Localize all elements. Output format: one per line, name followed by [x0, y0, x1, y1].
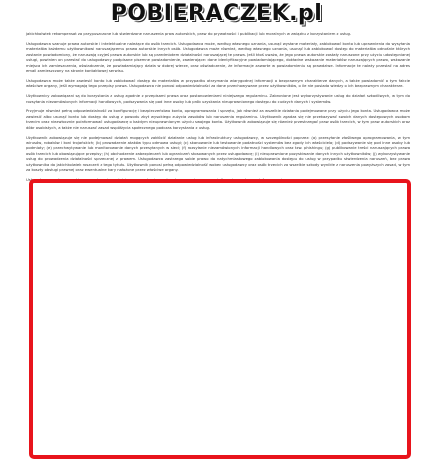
site-logo[interactable]: POBIERACZEK.pl	[110, 1, 323, 26]
paragraph-4: Użytkownicy zobowiązani są do korzystania z usług zgodnie z przepisami prawa oraz postanowieniami niniejszego regulaminu. Zabronione jest wykorzystywanie usług do działań szkodliwych, w tym do rozsyłania niezamówionych informacji handlowych, podszywania się pod inne osoby lub prób uzyskania nieuprawnionego dostępu do cudzych danych i systemów.	[26, 94, 410, 104]
paragraph-5: Przyjmuje również pełną odpowiedzialność za konfigurację i bezpieczeństwo konta, oprogramowania i sprzętu, jak również za wszelkie działania podejmowane przy użyciu jego konta. Usługodawca może zawiesić albo usunąć konto lub dostęp do usług z powodu zbyt wysokiego zużycia zasobów lub naruszenia regulaminu. Użytkownik zgadza się nie przekazywać swoich danych dostępowych osobom trzecim oraz niezwłocznie poinformować usługodawcę o każdym nieuprawnionym użyciu swojego konta. Użytkownik zobowiązuje się również przestrzegać praw osób trzecich, w tym praw autorskich oraz dóbr osobistych, a także nie naruszać zasad współżycia społecznego podczas korzystania z usług.	[26, 109, 410, 130]
paragraph-2: Usługodawca szanuje prawa autorskie i intelektualne należące do osób trzecich. Usługodawca może, według własnego uznania, usunąć wysłane materiały, zablokować konto lub uprawnienia do wysyłania materiałów każdemu użytkownikowi naruszającemu prawa autorskie innych osób. Usługodawca może również, według własnego uznania, usunąć lub zablokować dostęp do materiałów odnośnie których zostanie powiadomiony, że naruszają czyjeś prawa autorskie lub są przedmiotem działalności naruszającej te prawa. Jeśli ktoś uważa, że jego prawa autorskie zostały naruszone przy użyciu udostępnianej usługi, powinien on przesłać do usługodawcy podpisane pisemne powiadomienie, zawierające: dane identyfikacyjne powiadamiającego, dokładne wskazanie materiałów naruszających prawo, wskazanie miejsca ich zamieszczenia, oświadczenie, że powiadamiający działa w dobrej wierze, oraz oświadczenie, że informacje zawarte w powiadomieniu są prawdziwe. Informacje te należy przesłać na adres email zamieszczony na stronie kontaktowej serwisu.	[26, 41, 410, 73]
paragraph-7: Usługodawca zastrzega sobie prawo do zmiany niniejszego regulaminu w dowolnym czasie, o czym użytkownicy zostaną poinformowani.	[26, 177, 284, 182]
terms-document	[26, 32, 410, 188]
highlight-frame	[29, 179, 411, 459]
paragraph-3: Usługodawca może także zawiesić konto lub zablokować dostęp do materiałów w przypadku otrzymania wiarygodnej informacji o bezprawnym charakterze danych, a także powiadomić o tym fakcie właściwe organy, jeśli wymagają tego przepisy prawa. Usługodawca nie ponosi odpowiedzialności za dane przechowywane przez użytkowników, o ile nie posiada wiedzy o ich bezprawnym charakterze.	[26, 78, 410, 89]
paragraph-6: Użytkownik zobowiązuje się nie podejmować działań mogących zakłócić działanie usług lub infrastruktury usługodawcy, w szczególności poprzez: (a) przesyłanie złośliwego oprogramowania, w tym wirusów, robaków i koni trojańskich; (b) prowadzenie ataków typu odmowa usługi; (c) skanowanie lub testowanie podatności systemów bez zgody ich właściciela; (d) podszywanie się pod inne osoby lub podmioty; (e) przechwytywanie lub monitorowanie danych przesyłanych w sieci; (f) rozsyłanie niezamówionych informacji handlowych oraz tzw. phishingu; (g) publikowanie treści naruszających prawa osób trzecich lub obowiązujące przepisy; (h) obchodzenie zabezpieczeń lub ograniczeń stosowanych przez usługodawcę; (i) nieuprawnione pozyskiwanie danych innych użytkowników; (j) wykorzystywanie usług do prowadzenia działalności sprzecznej z prawem. Usługodawca zastrzega sobie prawo do natychmiastowego zablokowania dostępu do usług w przypadku stwierdzenia naruszeń, bez prawa użytkownika do jakichkolwiek roszczeń z tego tytułu. Użytkownik ponosi pełną odpowiedzialność wobec usługodawcy oraz osób trzecich za wszelkie szkody wynikłe z naruszenia powyższych zasad, w tym za koszty obsługi prawnej oraz ewentualne kary nałożone przez właściwe organy.	[26, 135, 410, 173]
paragraph-1: jakichkolwiek rekompensat za przypuszczone lub stwierdzone naruszenia praw autorskich, praw do prywatności i publikacji lub moralnych w związku z korzystaniem z usług.	[26, 32, 352, 36]
